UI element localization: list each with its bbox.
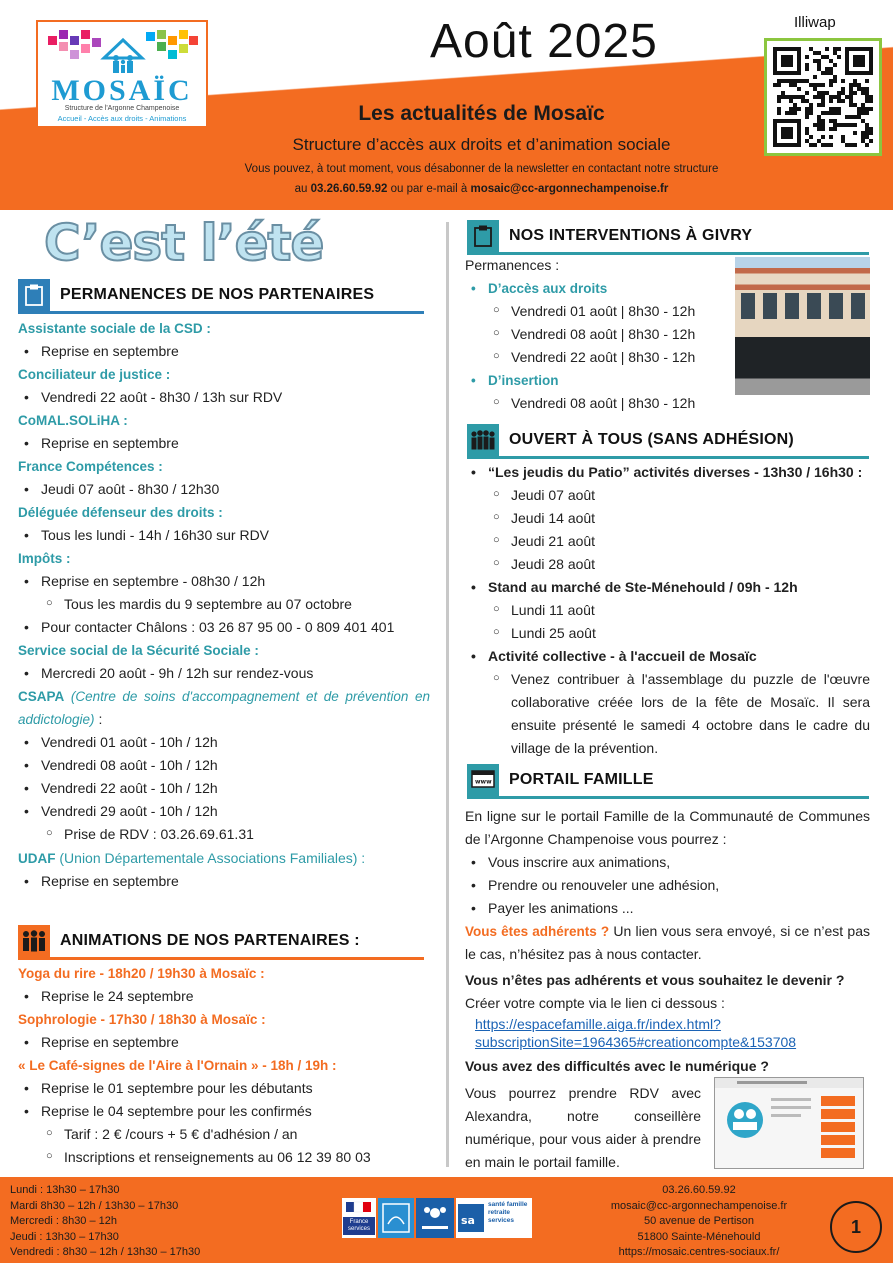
- list-item: • Reprise le 04 septembre pour les confirmés: [18, 1100, 430, 1123]
- photo-window: [785, 293, 799, 319]
- list-item: • Prendre ou renouveler une adhésion,: [465, 874, 870, 897]
- footer-contact: [580, 1183, 818, 1261]
- section-open-all-header: [467, 424, 794, 456]
- sub-list-item: ○ Jeudi 07 août: [465, 484, 870, 507]
- partner-heading: Déléguée défenseur des droits :: [18, 505, 223, 520]
- newsletter-month: Août 2025: [430, 15, 658, 68]
- clipboard-icon: [18, 279, 50, 311]
- illiwap-qr-code[interactable]: [764, 38, 882, 156]
- sub-list-item: ○ Vendredi 08 août | 8h30 - 12h: [465, 392, 733, 415]
- photo-window: [829, 293, 843, 319]
- sub-list-item: ○ Tarif : 2 € /cours + 5 € d'adhésion / an: [18, 1123, 430, 1146]
- sub-list-item: ○ Lundi 11 août: [465, 599, 870, 622]
- list-item: • Stand au marché de Ste-Ménehould / 09h - 12h: [465, 576, 870, 599]
- qr-label: Illiwap: [794, 14, 836, 31]
- partners-animations-list: [18, 962, 430, 1169]
- msa-label: santé famille retraite services: [488, 1201, 528, 1224]
- list-item: • “Les jeudis du Patio” activités diverses - 13h30 / 16h30 :: [465, 461, 870, 484]
- members-text: Un lien vous sera envoyé, si ce n’est pas le cas, n’hésitez pas à nous contacter.: [465, 923, 870, 962]
- list-item: • Reprise le 24 septembre: [18, 985, 430, 1008]
- partner-heading: CSAPA: [18, 689, 65, 704]
- clipboard-icon: [467, 220, 499, 252]
- photo-window: [741, 293, 755, 319]
- animation-heading: Sophrologie - 17h30 / 18h30 à Mosaïc :: [18, 1012, 266, 1027]
- hours-line: Jeudi : 13h30 – 17h30: [10, 1230, 119, 1243]
- newsletter-header: [0, 0, 893, 210]
- hours-line: Vendredi : 8h30 – 12h / 13h30 – 17h30: [10, 1246, 201, 1258]
- sub-list-item: ○ Prise de RDV : 03.26.69.61.31: [18, 823, 430, 846]
- digital-text: Vous pourrez prendre RDV avec Alexandra, notre conseillère numérique, pour vous aider à prendre en main le portail famille.: [465, 1085, 701, 1170]
- caf-logo: [416, 1198, 454, 1238]
- partner-heading: UDAF: [18, 851, 56, 866]
- section-portal-header: [467, 764, 654, 796]
- list-item: • Mercredi 20 août - 9h / 12h sur rendez-vous: [18, 662, 430, 685]
- givry-building-photo: [735, 257, 870, 395]
- qr-code-icon: [773, 47, 873, 147]
- svg-text:sa: sa: [461, 1214, 475, 1227]
- section-title: NOS INTERVENTIONS À GIVRY: [509, 227, 753, 244]
- contact-mid: ou par e-mail à: [387, 183, 471, 195]
- list-item: • D’insertion: [465, 369, 733, 392]
- givry-intro: Permanences :: [465, 257, 560, 273]
- create-account-text: Créer votre compte via le lien ci dessous :: [465, 995, 725, 1011]
- sub-list-item: ○ Vendredi 08 août | 8h30 - 12h: [465, 323, 733, 346]
- sub-list-item: ○ Jeudi 28 août: [465, 553, 870, 576]
- photo-window: [763, 293, 777, 319]
- header-email[interactable]: mosaic@cc-argonnechampenoise.fr: [470, 183, 669, 195]
- partner-colon: :: [94, 711, 103, 727]
- partner-heading: Impôts :: [18, 551, 71, 566]
- partner-detail: (Centre de soins d'accompagnement et de prévention en addictologie): [18, 689, 430, 727]
- csapa-heading: [18, 685, 430, 731]
- footer-phone[interactable]: 03.26.60.59.92: [662, 1184, 736, 1196]
- animation-heading: Yoga du rire - 18h20 / 19h30 à Mosaïc :: [18, 966, 265, 981]
- open-all-list: [465, 461, 870, 760]
- footer-street: 50 avenue de Pertison: [643, 1215, 755, 1227]
- section-partners-animations-header: [18, 925, 360, 957]
- list-item: • Payer les animations ...: [465, 897, 870, 920]
- sub-list-item: ○ Lundi 25 août: [465, 622, 870, 645]
- list-item: • Reprise en septembre - 08h30 / 12h: [18, 570, 430, 593]
- partner-heading: Assistante sociale de la CSD :: [18, 321, 211, 336]
- animation-heading: « Le Café-signes de l'Aire à l'Ornain » - 18h / 19h :: [18, 1058, 337, 1073]
- hours-line: Mardi 8h30 – 12h / 13h30 – 17h30: [10, 1199, 179, 1212]
- sub-list-item: ○ Vendredi 22 août | 8h30 - 12h: [465, 346, 733, 369]
- list-item: • Vendredi 22 août - 8h30 / 13h sur RDV: [18, 386, 430, 409]
- sub-list-item: ○ Jeudi 14 août: [465, 507, 870, 530]
- udaf-heading: [18, 847, 430, 870]
- portal-link-line-2[interactable]: subscriptionSite=1964365#creationcompte&153708: [475, 1034, 797, 1050]
- list-item: • Reprise en septembre: [18, 340, 430, 363]
- portal-link-line-1[interactable]: https://espacefamille.aiga.fr/index.html?: [475, 1016, 721, 1032]
- list-item: • Jeudi 07 août - 8h30 / 12h30: [18, 478, 430, 501]
- section-underline: [18, 311, 424, 314]
- section-title: PORTAIL FAMILLE: [509, 771, 654, 788]
- photo-window: [807, 293, 821, 319]
- list-item: • Activité collective - à l'accueil de Mosaïc: [465, 645, 870, 668]
- portal-screenshot: [714, 1077, 864, 1169]
- list-item: • Reprise en septembre: [18, 870, 430, 893]
- msa-logo: [456, 1198, 532, 1238]
- list-item: • Vous inscrire aux animations,: [465, 851, 870, 874]
- newsletter-subtitle: Structure d’accès aux droits et d’animation sociale: [292, 135, 671, 154]
- givry-list: [465, 254, 733, 415]
- contact-prefix: au: [294, 183, 311, 195]
- mosaic-squares-icon: [48, 28, 198, 74]
- sub-list-item: ○ Inscriptions et renseignements au 06 12 39 80 03: [18, 1146, 430, 1169]
- list-item: • Reprise en septembre: [18, 432, 430, 455]
- sub-list-item: ○ Vendredi 01 août | 8h30 - 12h: [465, 300, 733, 323]
- summer-banner-text: C’est l’été: [44, 214, 324, 272]
- svg-text:www: www: [475, 778, 492, 786]
- footer-website[interactable]: https://mosaic.centres-sociaux.fr/: [618, 1246, 780, 1258]
- footer-city: 51800 Sainte-Ménehould: [637, 1230, 761, 1243]
- sub-list-item: ○ Jeudi 21 août: [465, 530, 870, 553]
- header-phone[interactable]: 03.26.60.59.92: [310, 183, 388, 195]
- centre-social-logo: [378, 1198, 414, 1238]
- group-people-icon: [18, 925, 50, 957]
- page-number: 1: [830, 1201, 882, 1253]
- members-question: Vous êtes adhérents ?: [465, 924, 610, 939]
- portal-link[interactable]: [465, 1015, 870, 1051]
- newsletter-title: Les actualités de Mosaïc: [358, 102, 605, 125]
- header-contact: [0, 183, 893, 195]
- list-item: • D’accès aux droits: [465, 277, 733, 300]
- members-paragraph: [465, 920, 870, 966]
- nonmembers-question: Vous n’êtes pas adhérents et vous souhaitez le devenir ?: [465, 972, 845, 988]
- sub-list-item: ○ Tous les mardis du 9 septembre au 07 octobre: [18, 593, 430, 616]
- portal-preview-icon: [715, 1078, 863, 1168]
- footer-email[interactable]: mosaic@cc-argonnechampenoise.fr: [610, 1199, 788, 1212]
- section-partners-permanences-header: [18, 279, 374, 311]
- france-services-logo: [342, 1198, 376, 1238]
- hours-line: Lundi : 13h30 – 17h30: [10, 1184, 120, 1196]
- digital-question: Vous avez des difficultés avec le numérique ?: [465, 1058, 769, 1074]
- logo-brand: MOSAÏC: [51, 74, 193, 107]
- list-item: • Tous les lundi - 14h / 16h30 sur RDV: [18, 524, 430, 547]
- list-item: • Vendredi 01 août - 10h / 12h: [18, 731, 430, 754]
- section-givry-header: [467, 220, 752, 252]
- section-title: PERMANENCES DE NOS PARTENAIRES: [60, 286, 375, 303]
- photo-window: [851, 293, 865, 319]
- partner-heading: CoMAL.SOLiHA :: [18, 413, 128, 428]
- list-item: • Reprise en septembre: [18, 1031, 430, 1054]
- hours-line: Mercredi : 8h30 – 12h: [10, 1215, 118, 1227]
- partners-permanences-list: [18, 317, 430, 893]
- column-divider: [446, 222, 449, 1167]
- summer-banner: [44, 214, 404, 276]
- partner-heading: Conciliateur de justice :: [18, 367, 171, 382]
- list-item: • Vendredi 29 août - 10h / 12h: [18, 800, 430, 823]
- partner-heading: France Compétences :: [18, 459, 163, 474]
- list-item: • Pour contacter Châlons : 03 26 87 95 00 - 0 809 401 401: [18, 616, 430, 639]
- logo-services: Accueil - Accès aux droits - Animations: [57, 114, 187, 123]
- section-title: ANIMATIONS DE NOS PARTENAIRES :: [60, 932, 360, 949]
- partner-logos: [342, 1198, 532, 1238]
- list-item: • Vendredi 22 août - 10h / 12h: [18, 777, 430, 800]
- web-browser-icon: [467, 764, 499, 796]
- section-title: OUVERT À TOUS (SANS ADHÉSION): [509, 431, 794, 448]
- unsubscribe-note: Vous pouvez, à tout moment, vous désabonner de la newsletter en contactant notre structure: [244, 163, 719, 175]
- partner-detail: (Union Départementale Associations Familiales) :: [55, 850, 366, 866]
- group-people-icon: [467, 424, 499, 456]
- portal-intro: En ligne sur le portail Famille de la Communauté de Communes de l’Argonne Champenoise vous pourrez :: [465, 808, 870, 847]
- list-item: • Reprise le 01 septembre pour les débutants: [18, 1077, 430, 1100]
- section-underline: [18, 957, 424, 960]
- opening-hours: [10, 1183, 200, 1261]
- list-item: • Vendredi 08 août - 10h / 12h: [18, 754, 430, 777]
- sub-list-item: ○ Venez contribuer à l'assemblage du puzzle de l'œuvre collaborative créée lors de la fête de Mosaïc. Il sera ensuite présenté le samedi 4 octobre dans le cadre du village de la prévention.: [465, 668, 870, 760]
- section-underline: [467, 796, 869, 799]
- logo-tagline: Structure de l'Argonne Champenoise: [64, 105, 180, 112]
- partner-heading: Service social de la Sécurité Sociale :: [18, 643, 259, 658]
- section-underline: [467, 456, 869, 459]
- france-services-label: France services: [343, 1217, 375, 1235]
